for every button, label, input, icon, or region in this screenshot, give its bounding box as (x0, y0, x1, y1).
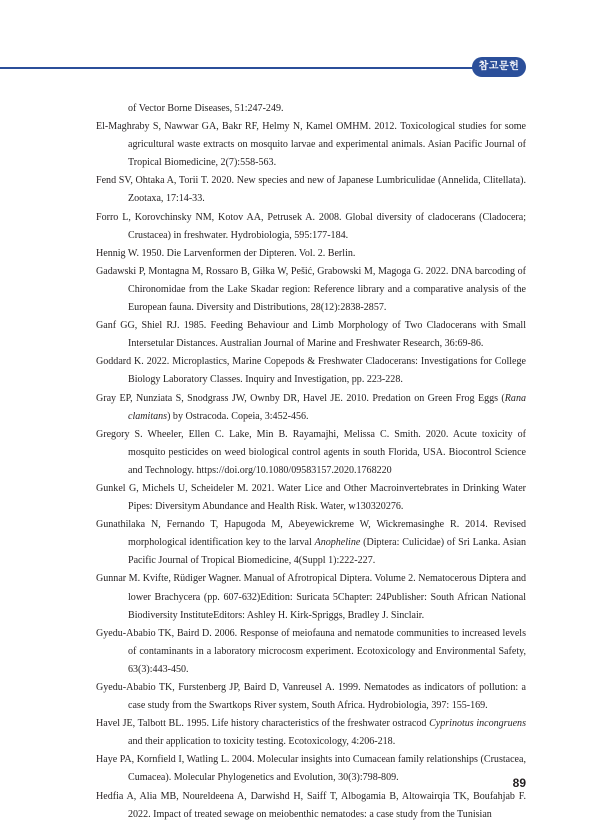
reference-text: ) by Ostracoda. Copeia, 3:452-456. (167, 410, 309, 422)
header-rule (0, 67, 480, 69)
reference-text: Gray EP, Nunziata S, Snodgrass JW, Ownby DR, Havel JE. 2010. Predation on Green Frog Eggs ( (96, 392, 505, 404)
reference-entry: Forro L, Korovchinsky NM, Kotov AA, Petrusek A. 2008. Global diversity of cladocerans (Cladocera; Crustacea) in freshwater. Hydrobiologia, 595:177-184. (96, 211, 526, 241)
reference-entry (96, 516, 526, 570)
reference-entry (96, 715, 526, 751)
reference-entry: Gunkel G, Michels U, Scheideler M. 2021. Water Lice and Other Macroinvertebrates in Drinking Water Pipes: Diversitym Abundance and Health Risk. Water, w130320276. (96, 482, 526, 513)
reference-entry: Haye PA, Kornfield I, Watling L. 2004. Molecular insights into Cumacean family relationships (Crustacea, Cumacea). Molecular Phylogenetics and Evolution, 30(3):798-809. (96, 754, 526, 784)
reference-entry: Gunnar M. Kvifte, Rüdiger Wagner. Manual of Afrotropical Diptera. Volume 2. Nematocerous Diptera and lower Brachycera (pp. 607-632)Edition: Suricata 5Chapter: 24Publisher: South African National Biodiversity InstituteEditors: Ashley H. Kirk-Spriggs, Bradley J. Sinclair. (96, 573, 526, 621)
reference-entry: Hennig W. 1950. Die Larvenformen der Dipteren. Vol. 2. Berlin. (96, 247, 356, 259)
reference-list (96, 100, 526, 824)
reference-entry: Gyedu-Ababio TK, Furstenberg JP, Baird D, Vanreusel A. 1999. Nematodes as indicators of pollution: a case study from the Swartkops River system, South Africa. Hydrobiologia, 397: 155-169. (96, 682, 526, 712)
reference-entry: Gyedu-Ababio TK, Baird D. 2006. Response of meiofauna and nematode communities to increased levels of contaminants in a laboratory microcosm experiment. Ecotoxicology and Environmental Safety, 63(3):443-450. (96, 627, 526, 675)
section-badge: 참고문헌 (472, 57, 526, 77)
reference-text: Gunathilaka N, Fernando T, Hapugoda M, Abeyewickreme W, Wickremasinghe R. 2014. Revised morphological identification key to the larval (96, 519, 526, 549)
reference-entry: El-Maghraby S, Nawwar GA, Bakr RF, Helmy N, Kamel OMHM. 2012. Toxicological studies for some agricultural waste extracts on mosquito larvae and experimental animals. Asian Pacific Journal of Tropical Biomedicine, 2(7):558-563. (96, 121, 526, 169)
reference-entry: Gadawski P, Montagna M, Rossaro B, Giłka W, Pešić, Grabowski M, Magoga G. 2022. DNA barcoding of Chironomidae from the Lake Skadar region: Reference library and a comparative analysis of the European fauna. Diversity and Distributions, 28(12):2838-2857. (96, 265, 526, 314)
reference-entry: Fend SV, Ohtaka A, Torii T. 2020. New species and new of Japanese Lumbriculidae (Annelida, Clitellata). Zootaxa, 17:14-33. (96, 175, 526, 205)
reference-entry: Goddard K. 2022. Microplastics, Marine Copepods & Freshwater Cladocerans: Investigations for College Biology Laboratory Classes. Inquiry and Investigation, pp. 223-228. (96, 356, 526, 386)
reference-text: and their application to toxicity testing. Ecotoxicology, 4:206-218. (128, 736, 396, 748)
reference-entry: Ganf GG, Shiel RJ. 1985. Feeding Behaviour and Limb Morphology of Two Cladocerans with Small Intersetular Distances. Australian Journal of Marine and Freshwater Research, 36:69-86. (96, 320, 526, 350)
reference-entry: of Vector Borne Diseases, 51:247-249. (128, 103, 284, 114)
page-number: 89 (512, 776, 526, 790)
reference-entry: Hedfia A, Alia MB, Noureldeena A, Darwishd H, Saiff T, Albogamia B, Altowairqia TK, Boufahjab F. 2022. Impact of treated sewage on meiobenthic nematodes: a case study from the Tunisian (96, 790, 526, 820)
species-name: Cyprinotus incongruens (429, 718, 526, 730)
reference-text: (Diptera: Culicidae) of Sri Lanka. Asian Pacific Journal of Tropical Biomedicine, 4(Suppl 1):222-227. (128, 537, 526, 567)
species-name: Rana clamitans (128, 392, 526, 422)
genus-name: Anopheline (314, 537, 361, 549)
reference-entry: Gregory S. Wheeler, Ellen C. Lake, Min B. Rayamajhi, Melissa C. Smith. 2020. Acute toxicity of mosquito pesticides on weed biological control agents in south Florida, USA. Biocontrol Science and Technology. https://doi.org/10.1080/09583157.2020.1768220 (96, 428, 526, 476)
reference-entry (96, 390, 526, 426)
reference-text: Havel JE, Talbott BL. 1995. Life history characteristics of the freshwater ostracod (96, 718, 430, 730)
